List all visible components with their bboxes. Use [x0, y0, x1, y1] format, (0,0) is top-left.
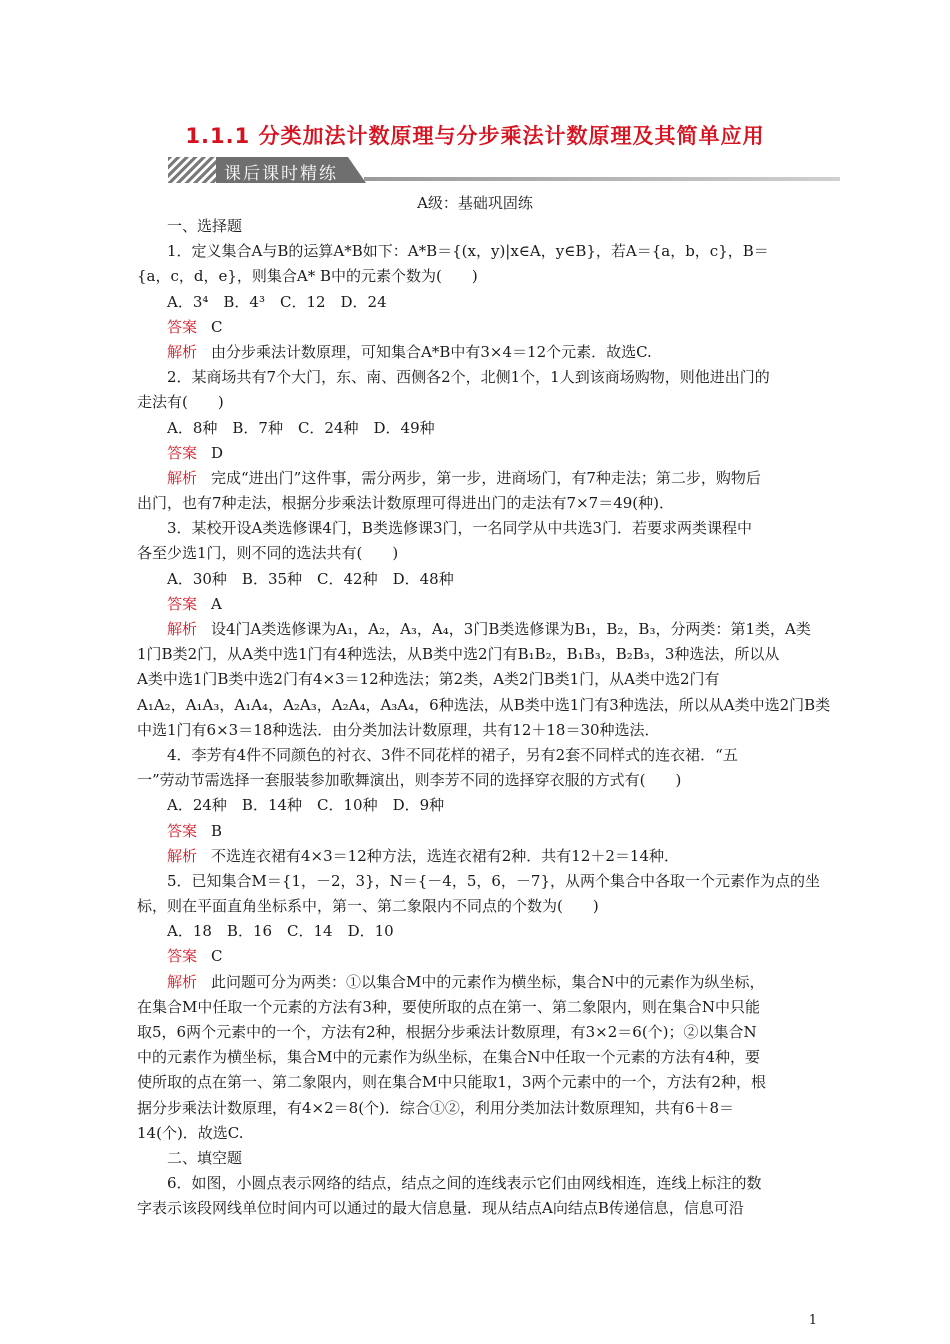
line-text: 4．李芳有4件不同颜色的衬衣、3件不同花样的裙子，另有2套不同样式的连衣裙．“五: [167, 745, 738, 764]
text-line: [137, 592, 817, 617]
answer-label: 答案: [167, 821, 198, 840]
analysis-label: 解析: [167, 468, 198, 487]
exercise-body: [137, 214, 831, 1222]
analysis-label: 解析: [167, 620, 198, 638]
text-line: [137, 290, 817, 315]
text-line: [137, 743, 817, 768]
line-text: 二、填空题: [167, 1148, 243, 1167]
analysis-label: 解析: [167, 972, 198, 991]
text-line: [137, 1171, 817, 1196]
line-text: C: [211, 317, 223, 336]
line-text: A: [211, 594, 222, 613]
line-text: 使所取的点在第一、第二象限内，则在集合M中只能取1，3两个元素中的一个，方法有2种，根: [137, 1073, 766, 1092]
line-text: 一”劳动节需选择一套服装参加歌舞演出，则李芳不同的选择穿衣服的方式有( ): [137, 771, 682, 790]
text-line: [137, 819, 817, 844]
line-text: 14(个)．故选C.: [137, 1123, 244, 1142]
text-line: [137, 642, 817, 667]
text-line: [137, 239, 817, 264]
text-line: [137, 516, 817, 541]
line-text: 完成“进出门”这件事，需分两步，第一步，进商场门，有7种走法；第二步，购物后: [211, 468, 761, 487]
banner-stripes: [168, 157, 216, 183]
text-line: [137, 1070, 817, 1095]
line-text: 各至少选1门，则不同的选法共有( ): [137, 544, 399, 563]
text-line: [137, 416, 817, 441]
line-text: 在集合M中任取一个元素的方法有3种，要使所取的点在第一、第二象限内，则在集合N中只能: [137, 997, 761, 1016]
line-text: {a，c，d，e}，则集合A* B中的元素个数为( ): [137, 267, 478, 286]
text-line: [137, 214, 817, 239]
line-text: A．30种 B．35种 C．42种 D．48种: [167, 569, 454, 588]
answer-label: 答案: [167, 594, 198, 613]
analysis-label: 解析: [167, 846, 198, 865]
line-text: 5．已知集合M＝{1，－2，3}，N＝{－4，5，6，－7}，从两个集合中各取一个元素作为点的坐: [167, 871, 821, 890]
line-text: 此问题可分为两类：①以集合M中的元素作为横坐标，集合N中的元素作为纵坐标，: [211, 972, 765, 991]
line-text: A．24种 B．14种 C．10种 D．9种: [167, 796, 445, 815]
banner-label: 课后课时精练: [224, 164, 338, 184]
line-text: A．3⁴ B．4³ C．12 D．24: [167, 292, 387, 311]
text-line: [137, 1196, 817, 1221]
line-text: 6．如图，小圆点表示网络的结点，结点之间的连线表示它们由网线相连，连线上标注的数: [167, 1174, 762, 1193]
line-text: 1门B类2门，从A类中选1门有4种选法，从B类中选2门有B₁B₂，B₁B₃，B₂B₃，3种选法，所以从: [137, 645, 780, 664]
line-text: 1．定义集合A与B的运算A*B如下：A*B＝{(x，y)|x∈A，y∈B}，若A＝{a，b，c}，B＝: [167, 242, 769, 261]
text-line: [137, 441, 817, 466]
line-text: A．8种 B．7种 C．24种 D．49种: [167, 418, 435, 437]
text-line: [137, 894, 817, 919]
line-text: 3．某校开设A类选修课4门，B类选修课3门，一名同学从中共选3门．若要求两类课程中: [167, 519, 753, 538]
text-line: [137, 793, 817, 818]
text-line: [137, 768, 817, 793]
text-line: [137, 466, 817, 491]
answer-label: 答案: [167, 443, 198, 462]
text-line: [137, 315, 817, 340]
line-text: C: [211, 947, 223, 966]
line-text: D: [211, 443, 224, 462]
line-text: 由分步乘法计数原理，可知集合A*B中有3×4＝12个元素．故选C.: [211, 342, 652, 361]
text-line: [137, 617, 817, 642]
line-text: 一、选择题: [167, 217, 243, 235]
line-text: 字表示该段网线单位时间内可以通过的最大信息量．现从结点A向结点B传递信息，信息可沿: [137, 1199, 744, 1218]
line-text: 设4门A类选修课为A₁，A₂，A₃，A₄，3门B类选修课为B₁，B₂，B₃，分两类：第1类，A类: [211, 620, 811, 638]
line-text: 2．某商场共有7个大门，东、南、西侧各2个，北侧1个，1人到该商场购物，则他进出门的: [167, 368, 770, 387]
answer-label: 答案: [167, 947, 198, 966]
line-text: 出门，也有7种走法，根据分步乘法计数原理可得进出门的走法有7×7＝49(种)．: [137, 494, 674, 513]
text-line: [137, 365, 817, 390]
page-number: 1: [808, 1313, 817, 1328]
level-heading: A级：基础巩固练: [417, 194, 533, 212]
page-title: 1.1.1 分类加法计数原理与分步乘法计数原理及其简单应用: [185, 124, 765, 148]
line-text: 取5，6两个元素中的一个，方法有2种，根据分步乘法计数原理，有3×2＝6(个)；②以集合N: [137, 1023, 757, 1041]
text-line: [137, 491, 817, 516]
text-line: [137, 340, 817, 365]
section-banner: [168, 157, 840, 183]
text-line: [137, 869, 821, 894]
text-line: [137, 567, 817, 592]
text-line: [137, 541, 817, 566]
line-text: 走法有( ): [137, 393, 224, 412]
text-line: [137, 1146, 817, 1171]
line-text: A类中选1门B类中选2门有4×3＝12种选法；第2类，A类2门B类1门，从A类中选2门有: [137, 670, 720, 689]
line-text: A．18 B．16 C．14 D．10: [167, 922, 394, 941]
text-line: [137, 995, 817, 1020]
text-line: [137, 718, 817, 743]
line-text: 据分步乘法计数原理，有4×2＝8(个)．综合①②，利用分类加法计数原理知，共有6＋8＝: [137, 1098, 734, 1117]
text-line: [137, 390, 817, 415]
text-line: [137, 264, 817, 289]
text-line: [137, 667, 817, 692]
analysis-label: 解析: [167, 342, 198, 361]
text-line: [137, 1045, 817, 1070]
text-line: [137, 944, 817, 969]
line-text: B: [211, 821, 223, 840]
text-line: [137, 693, 831, 718]
banner-rule: [364, 177, 840, 181]
line-text: A₁A₂，A₁A₃，A₁A₄，A₂A₃，A₂A₄，A₃A₄，6种选法，从B类中选1门有3种选法，所以从A类中选2门B类: [137, 695, 831, 714]
text-line: [137, 1121, 817, 1146]
line-text: 标，则在平面直角坐标系中，第一、第二象限内不同点的个数为( ): [137, 897, 599, 916]
text-line: [137, 1020, 817, 1045]
text-line: [137, 1096, 817, 1121]
text-line: [137, 844, 817, 869]
line-text: 中的元素作为横坐标，集合M中的元素作为纵坐标，在集合N中任取一个元素的方法有4种，要: [137, 1048, 761, 1067]
answer-label: 答案: [167, 317, 198, 336]
line-text: 不选连衣裙有4×3＝12种方法，选连衣裙有2种．共有12＋2＝14种．: [211, 846, 680, 865]
text-line: [137, 970, 817, 995]
line-text: 中选1门有6×3＝18种选法．由分类加法计数原理，共有12＋18＝30种选法．: [137, 720, 660, 739]
text-line: [137, 919, 817, 944]
